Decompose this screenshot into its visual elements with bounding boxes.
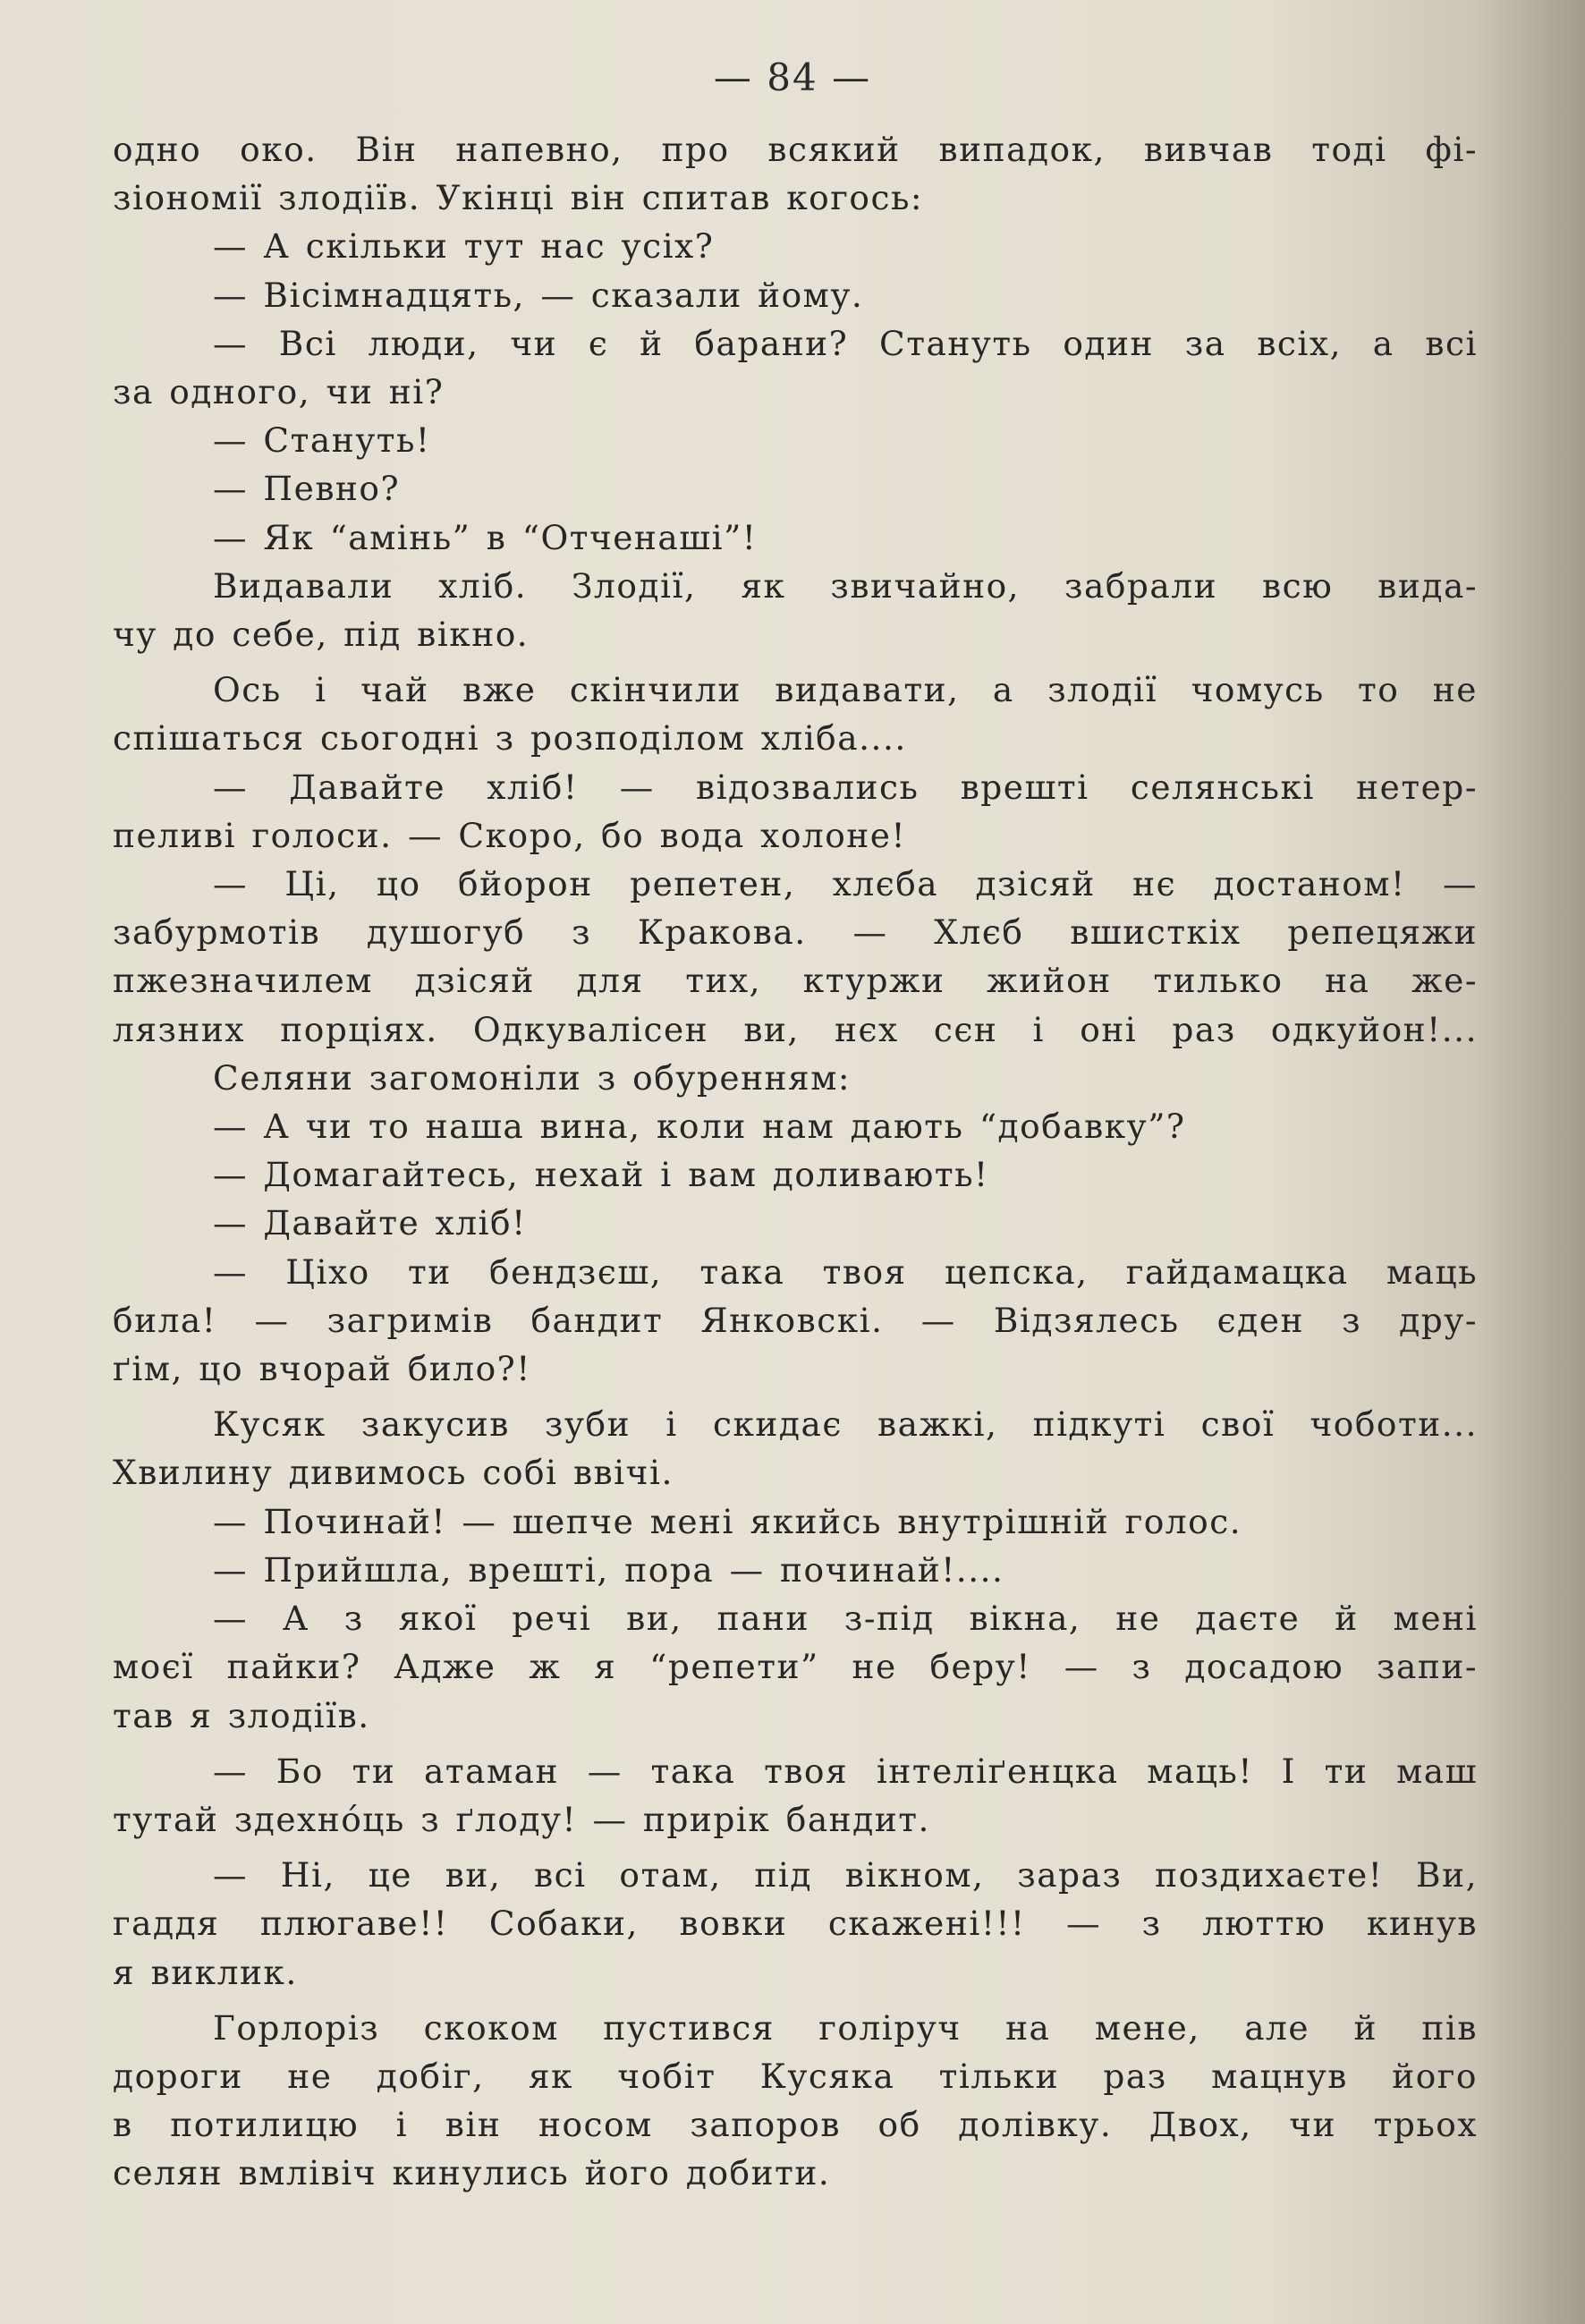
text-line: — А чи то наша вина, коли нам дають “добавку”? <box>213 1107 1186 1147</box>
text-line: — Як “амінь” в “Отченаші”! <box>213 517 758 557</box>
text-line: ґім, цо вчорай било?! <box>113 1349 531 1389</box>
text-line: пеливі голоси. — Скоро, бо вода холоне! <box>113 815 907 855</box>
text-line: — А з якої речі ви, пани з-під вікна, не даєте й мені <box>213 1599 1478 1639</box>
body-text <box>113 125 1478 2198</box>
text-line: Хвилину дивимось собі ввічі. <box>113 1453 674 1493</box>
text-line: за одного, чи ні? <box>113 372 445 412</box>
text-line: — Давайте хліб! — відозвались врешті селянські нетер- <box>213 767 1478 807</box>
text-line: Селяни загомоніли з обуренням: <box>213 1057 852 1098</box>
text-line: одно око. Він напевно, про всякий випадок, вивчав тоді фі- <box>113 130 1478 169</box>
text-line: — Стануть! <box>213 420 431 461</box>
text-line: Горлоріз скоком пустився голіруч на мене, але й пів <box>213 2007 1478 2048</box>
text-line: зіономії злодіїв. Укінці він спитав когось: <box>113 178 924 218</box>
text-line: моєї пайки? Адже ж я “репети” не беру! — з досадою запи- <box>113 1647 1478 1687</box>
text-line: — Ці, цо бйорон репетен, хлєба дзісяй нє достаном! — <box>213 864 1478 904</box>
text-line: тутай здехнόць з ґлоду! — прирік бандит. <box>113 1799 930 1839</box>
text-line: Кусяк закусив зуби і скидає важкі, підкуті свої чоботи... <box>213 1404 1478 1445</box>
text-line: — Прийшла, врешті, пора — починай!.... <box>213 1549 1004 1590</box>
text-line: — Всі люди, чи є й барани? Стануть один за всіх, а всі <box>213 323 1478 363</box>
text-line: я виклик. <box>113 1952 298 1992</box>
text-line: лязних порціях. Одкувалісен ви, нєх сєн і оні раз одкуйон!... <box>113 1009 1478 1049</box>
text-line: — Ні, це ви, всі отам, під вікном, зараз поздихаєте! Ви, <box>213 1855 1478 1896</box>
text-line: тав я злодіїв. <box>113 1695 370 1735</box>
text-line: — Певно? <box>213 469 401 509</box>
text-line: чу до себе, під вікно. <box>113 615 530 655</box>
text-line: пжезначилем дзісяй для тих, ктуржи жийон тилько на же- <box>113 961 1478 1001</box>
text-line: дороги не добіг, як чобіт Кусяка тільки раз мацнув його <box>113 2056 1478 2096</box>
text-line: — Бо ти атаман — така твоя інтеліґенцка маць! І ти маш <box>213 1751 1478 1791</box>
text-line: Ось і чай вже скінчили видавати, а злодії чомусь то не <box>213 670 1478 710</box>
text-line: селян вмлівіч кинулись його добити. <box>113 2153 831 2193</box>
text-line: — Починай! — шепче мені якийсь внутрішній голос. <box>213 1501 1242 1541</box>
text-line: забурмотів душогуб з Кракова. — Хлєб вшисткіх репецяжи <box>113 912 1478 953</box>
text-line: — Ціхо ти бендзєш, така твоя цепска, гайдамацка маць <box>213 1251 1478 1292</box>
text-line: в потилицю і він носом запоров об долівку. Двох, чи трьох <box>113 2105 1478 2145</box>
text-line: била! — загримів бандит Янковскі. — Відзялесь єден з дру- <box>113 1300 1478 1340</box>
text-line: гаддя плюгаве!! Собаки, вовки скажені!!! — з люттю кинув <box>113 1904 1478 1944</box>
text-line: спішаться сьогодні з розподілом хліба.... <box>113 718 907 759</box>
text-line: Видавали хліб. Злодії, як звичайно, забрали всю вида- <box>213 565 1478 606</box>
text-line: — А скільки тут нас усіх? <box>213 226 715 267</box>
text-line: — Домагайтесь, нехай і вам доливають! <box>213 1155 989 1195</box>
text-line: — Вісімнадцять, — сказали йому. <box>213 275 864 315</box>
text-line: — Давайте хліб! <box>213 1203 527 1243</box>
page-number: — 84 — <box>713 55 872 99</box>
